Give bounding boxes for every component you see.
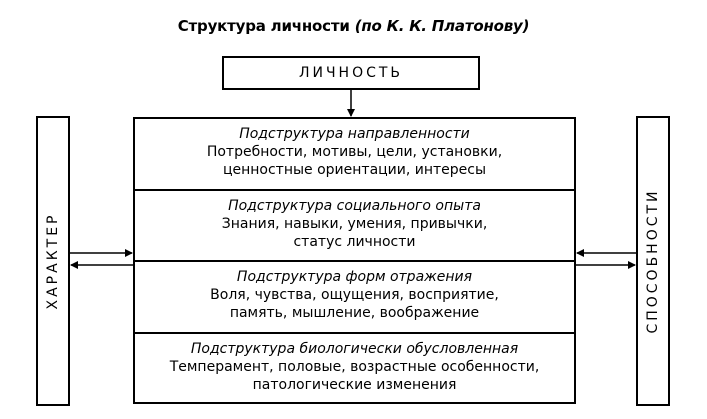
substructure-line: Темперамент, половые, возрастные особенности,	[169, 359, 540, 375]
abilities-label: СПОСОБНОСТИ	[645, 188, 661, 334]
title-main: Структура личности	[177, 17, 350, 35]
substructure-line: патологические изменения	[252, 377, 457, 393]
substructure-line: статус личности	[293, 234, 416, 250]
substructure-line: Потребности, мотивы, цели, установки,	[206, 144, 503, 160]
substructure-heading: Подструктура форм отражения	[236, 269, 473, 285]
substructure-heading: Подструктура социального опыта	[228, 198, 481, 214]
substructure-line: ценностные ориентации, интересы	[222, 162, 487, 178]
character-label: ХАРАКТЕР	[45, 212, 61, 310]
substructure-line: Воля, чувства, ощущения, восприятие,	[210, 287, 499, 303]
substructure-line: память, мышление, воображение	[229, 305, 480, 321]
substructure-heading: Подструктура биологически обусловленная	[190, 341, 519, 357]
substructure-line: Знания, навыки, умения, привычки,	[221, 216, 488, 232]
substructure-heading: Подструктура направленности	[239, 126, 470, 142]
personality-label: ЛИЧНОСТЬ	[298, 65, 404, 81]
title-source: (по К. К. Платонову)	[354, 17, 530, 35]
